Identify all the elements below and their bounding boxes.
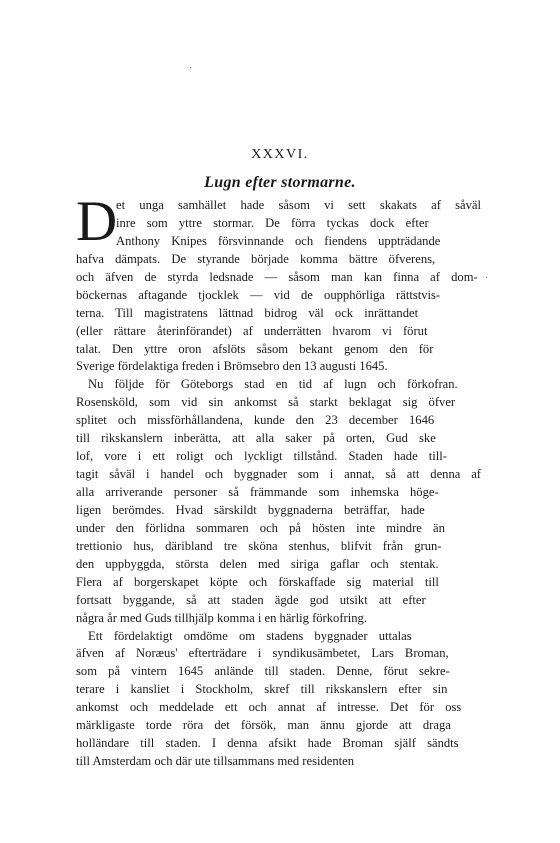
text-line: fortsatt byggande, så att staden ägde god utsikt att efter xyxy=(76,592,426,607)
text-line: böckernas aftagande tjocklek — vid de oupphörliga rättstvis- xyxy=(76,287,441,302)
text-line: et unga samhället hade såsom vi sett skakats af såväl xyxy=(116,198,481,212)
paper-speck xyxy=(486,277,487,278)
text-line: den uppbyggda, största delen med siriga gaflar och stentak. xyxy=(76,556,439,571)
text-line: terare i kansliet i Stockholm, skref till rikskanslern efter sin xyxy=(76,682,448,697)
text-line: under den förlidna sommaren och på hösten inte mindre än xyxy=(76,520,445,535)
text-line: ankomst och meddelade ett och annat af intresse. Det för oss xyxy=(76,700,462,715)
drop-cap: D xyxy=(76,190,118,253)
text-line: Flera af borgerskapet köpte och förskaffade sig material till xyxy=(76,574,439,589)
paper-speck xyxy=(190,67,191,68)
text-line: trettionio hus, däribland tre sköna stenhus, blifvit från grun- xyxy=(76,538,442,553)
chapter-number: XXXVI. xyxy=(251,147,309,162)
text-line: holländare till staden. I denna afsikt hade Broman själf sändts xyxy=(76,736,459,751)
text-line: och äfven de styrda ledsnade — såsom man kan finna af dom- xyxy=(76,269,478,284)
text-line: ligen berömdes. Hvad särskildt byggnaderna beträffar, hade xyxy=(76,502,425,517)
text-line: Rosensköld, som vid sin ankomst så starkt beklagat sig öfver xyxy=(76,395,456,410)
text-line: hafva dämpats. De styrande började komma bättre öfverens, xyxy=(76,251,436,266)
text-line: till Amsterdam och där ute tillsammans med residenten xyxy=(76,754,355,769)
text-line: Ett fördelaktigt omdöme om stadens byggnader uttalas xyxy=(88,628,412,643)
text-line: lof, vore i ett roligt och lyckligt tillstånd. Staden hade till- xyxy=(76,449,447,464)
text-line: Anthony Knipes försvinnande och fiendens uppträdande xyxy=(116,233,441,248)
text-line: inre som yttre stormar. De förra tyckas dock efter xyxy=(116,215,429,230)
text-line: till rikskanslern inberätta, att alla saker på orten, Gud ske xyxy=(76,431,436,446)
body-text xyxy=(76,190,481,771)
text-line: Nu följde för Göteborgs stad en tid af lugn och förkofran. xyxy=(88,377,458,392)
text-line: alla arriverande personer så främmande som inhemska höge- xyxy=(76,485,439,499)
text-line: några år med Guds tillhjälp komma i en härlig förkofring. xyxy=(76,610,367,625)
text-line: talat. Den yttre oron afslöts såsom bekant genom den för xyxy=(76,341,434,356)
chapter-title: Lugn efter stormarne. xyxy=(204,174,356,191)
text-line: splitet och missförhållandena, kunde den 23 december 1646 xyxy=(76,413,435,428)
text-line: äfven af Noræus' efterträdare i syndikusämbetet, Lars Broman, xyxy=(76,646,449,661)
text-line: Sverige fördelaktiga freden i Brömsebro den 13 augusti 1645. xyxy=(76,359,388,374)
text-line: tagit såväl i handel och byggnader som i annat, så att denna af xyxy=(76,467,481,482)
text-line: (eller rättare återinförandet) af underrätten hvarom vi förut xyxy=(76,323,428,338)
text-line: märkligaste torde röra det försök, man ännu gjorde att draga xyxy=(76,718,451,733)
text-line: terna. Till magistratens lättnad bidrog väl ock inrättandet xyxy=(76,305,419,320)
text-line: som på vintern 1645 anlände till staden. Denne, förut sekre- xyxy=(76,664,450,679)
